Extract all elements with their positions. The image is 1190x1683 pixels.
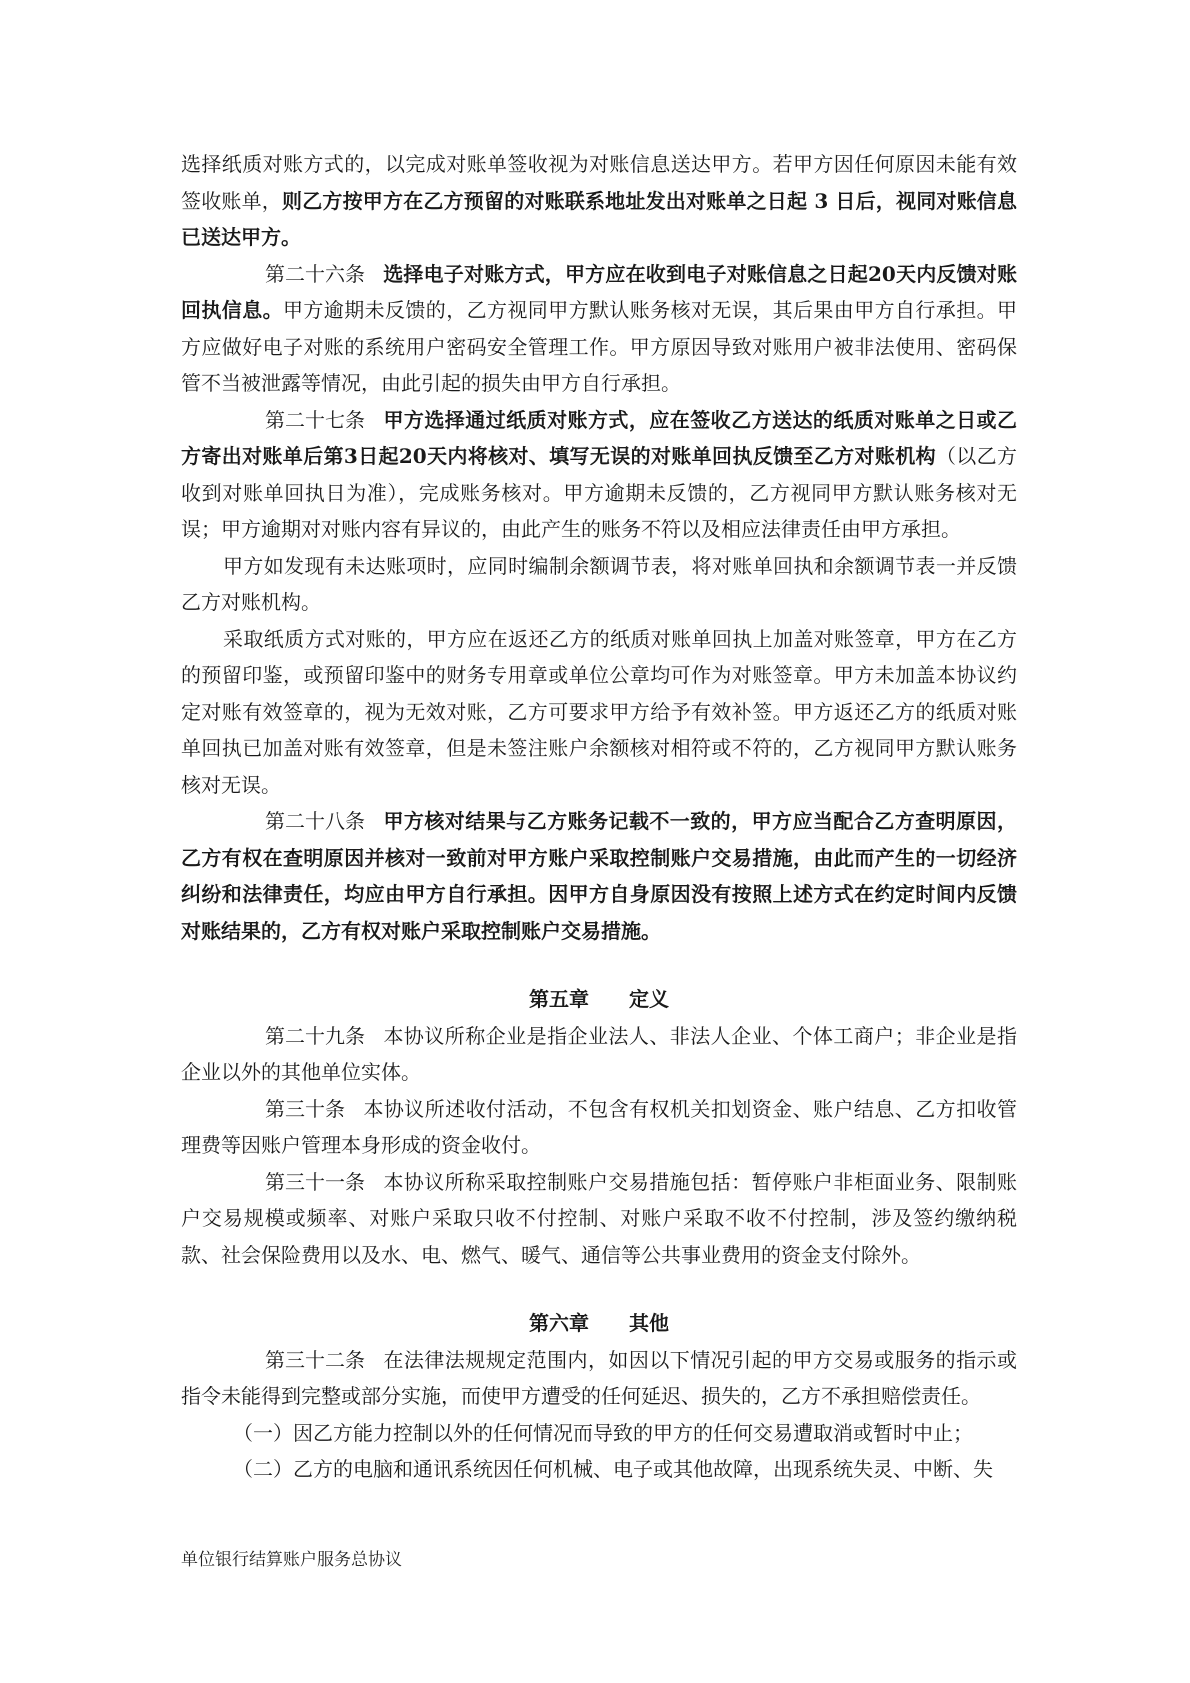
paragraph-text: 本协议所述收付活动，不包含有权机关扣划资金、账户结息、乙方扣收管理费等因账户管理本身形成的资金收付。 xyxy=(181,1096,1017,1157)
bold-clause: 甲方选择通过纸质对账方式，应在签收乙方送达的纸质对账单之日或乙方寄出对账单后第3日起20天内将核对、填写无误的对账单回执反馈至乙方对账机构 xyxy=(181,407,1017,468)
paragraph-text: 本协议所称采取控制账户交易措施包括：暂停账户非柜面业务、限制账户交易规模或频率、对账户采取只收不付控制、对账户采取不收不付控制，涉及签约缴纳税款、社会保险费用以及水、电、燃气、暖气、通信等公共事业费用的资金支付除外。 xyxy=(181,1169,1017,1267)
article-number: 第二十六条 xyxy=(265,261,365,286)
list-item: （二）乙方的电脑和通讯系统因任何机械、电子或其他故障，出现系统失灵、中断、失 xyxy=(233,1457,993,1481)
paragraph-unreached-items: 甲方如发现有未达账项时，应同时编制余额调节表，将对账单回执和余额调节表一并反馈乙方对账机构。 xyxy=(181,553,1017,614)
article-29 xyxy=(181,1018,1017,1091)
article-30 xyxy=(181,1091,1017,1164)
bold-clause: 甲方核对结果与乙方账务记载不一致的，甲方应当配合乙方查明原因，乙方有权在查明原因并核对一致前对甲方账户采取控制账户交易措施，由此而产生的一切经济纠纷和法律责任，均应由甲方自行承担。因甲方自身原因没有按照上述方式在约定时间内反馈对账结果的，乙方有权对账户采取控制账户交易措施。 xyxy=(181,809,1017,943)
article-27 xyxy=(181,402,1017,548)
chapter-6-heading xyxy=(181,1305,1017,1342)
paragraph-text: 本协议所称企业是指企业法人、非法人企业、个体工商户；非企业是指企业以外的其他单位实体。 xyxy=(181,1023,1017,1084)
article-number: 第三十二条 xyxy=(265,1347,365,1372)
article-28 xyxy=(181,803,1017,949)
article-number: 第二十七条 xyxy=(265,407,365,432)
page-footer: 单位银行结算账户服务总协议 xyxy=(181,1550,402,1570)
bold-clause: 选择电子对账方式，甲方应在收到电子对账信息之日起20天内反馈对账回执信息。 xyxy=(181,261,1017,322)
paragraph-paper-reconciliation: 采取纸质方式对账的，甲方应在返还乙方的纸质对账单回执上加盖对账签章，甲方在乙方的预留印鉴，或预留印鉴中的财务专用章或单位公章均可作为对账签章。甲方未加盖本协议约定对账有效签章的，视为无效对账，乙方可要求甲方给予有效补签。甲方返还乙方的纸质对账单回执已加盖对账有效签章，但是未签注账户余额核对相符或不符的，乙方视同甲方默认账务核对无误。 xyxy=(181,626,1017,797)
paragraph-text: 选择纸质对账方式的，以完成对账单签收视为对账信息送达甲方。若甲方因任何原因未能有效签收账单， xyxy=(181,152,1017,213)
chapter-title: 其他 xyxy=(629,1311,669,1335)
chapter-number: 第五章 xyxy=(529,987,589,1011)
article-26 xyxy=(181,256,1017,402)
article-number: 第三十条 xyxy=(265,1096,345,1121)
paragraph-text: 甲方逾期未反馈的，乙方视同甲方默认账务核对无误，其后果由甲方自行承担。甲方应做好电子对账的系统用户密码安全管理工作。甲方原因导致对账用户被非法使用、密码保管不当被泄露等情况，由此引起的损失由甲方自行承担。 xyxy=(181,298,1017,395)
paragraph-text: 在法律法规规定范围内，如因以下情况引起的甲方交易或服务的指示或指令未能得到完整或部分实施，而使甲方遭受的任何延迟、损失的，乙方不承担赔偿责任。 xyxy=(181,1347,1017,1408)
chapter-5-heading xyxy=(181,981,1017,1018)
article-number: 第二十九条 xyxy=(265,1023,365,1048)
list-item: （一）因乙方能力控制以外的任何情况而导致的甲方的任何交易遭取消或暂时中止； xyxy=(233,1420,973,1445)
article-32 xyxy=(181,1342,1017,1415)
article-31 xyxy=(181,1164,1017,1274)
paragraph-text: （以乙方收到对账单回执日为准），完成账务核对。甲方逾期未反馈的，乙方视同甲方默认账务核对无误；甲方逾期对对账内容有异议的，由此产生的账务不符以及相应法律责任由甲方承担。 xyxy=(181,444,1018,541)
article-number: 第二十八条 xyxy=(265,809,365,833)
article-number: 第三十一条 xyxy=(265,1169,365,1194)
document-body xyxy=(181,146,1017,1488)
chapter-title: 定义 xyxy=(629,987,669,1011)
chapter-number: 第六章 xyxy=(529,1311,589,1335)
paragraph-continuation xyxy=(181,146,1017,256)
bold-clause: 则乙方按甲方在乙方预留的对账联系地址发出对账单之日起 3 日后，视同对账信息已送达甲方。 xyxy=(181,188,1018,249)
